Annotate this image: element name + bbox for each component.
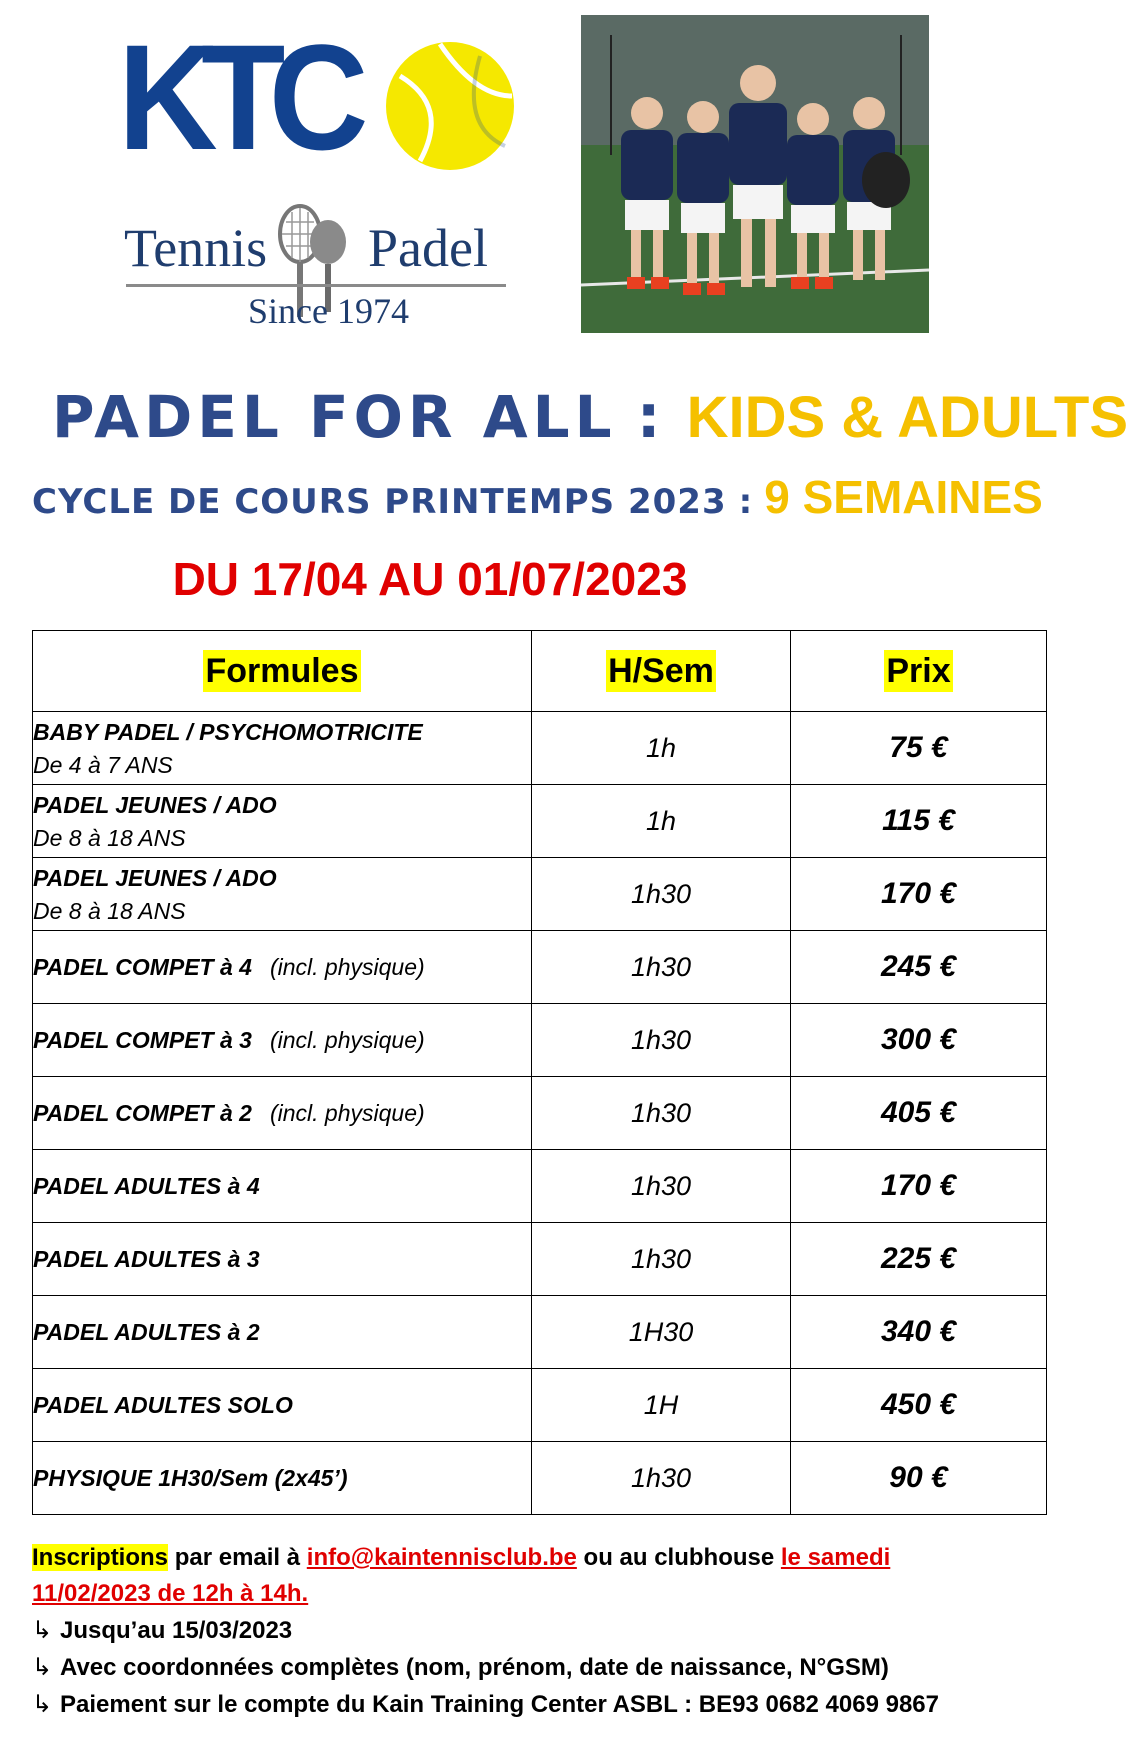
header-price — [791, 631, 1047, 712]
formula-name: PADEL COMPET à 3 — [33, 1027, 252, 1053]
subheadline-separator: : — [738, 482, 753, 522]
headline-separator: : — [636, 382, 661, 452]
ktc-logo — [118, 13, 508, 332]
price-cell: 245 € — [791, 931, 1047, 1004]
formula-name: PADEL COMPET à 4 — [33, 954, 252, 980]
price-cell: 340 € — [791, 1296, 1047, 1369]
hours-cell: 1H30 — [532, 1296, 791, 1369]
session-date-part2: 11/02/2023 de 12h à 14h. — [32, 1580, 309, 1607]
formula-cell — [33, 785, 532, 858]
formula-cell — [33, 1442, 532, 1515]
team-photo — [581, 15, 929, 333]
table-row — [33, 785, 1047, 858]
formula-name: PHYSIQUE 1H30/Sem (2x45’) — [33, 1465, 348, 1491]
hours-cell: 1h30 — [532, 858, 791, 931]
arrow-icon: ↳ — [32, 1691, 53, 1718]
registration-info — [32, 1540, 1062, 1723]
by-email-text: par email à — [168, 1544, 307, 1571]
email-link[interactable]: info@kaintennisclub.be — [306, 1544, 577, 1571]
hours-cell: 1h30 — [532, 1004, 791, 1077]
formula-name-line — [33, 1023, 531, 1057]
date-range-text: DU 17/04 AU 01/07/2023 — [172, 553, 688, 605]
header-formules-label: Formules — [205, 651, 359, 690]
formula-cell — [33, 1150, 532, 1223]
price-cell: 90 € — [791, 1442, 1047, 1515]
price-cell: 170 € — [791, 858, 1047, 931]
hours-cell: 1h30 — [532, 1077, 791, 1150]
registration-line — [32, 1540, 1062, 1612]
bullet-item — [32, 1612, 1062, 1649]
formula-cell — [33, 1369, 532, 1442]
formula-name: PADEL ADULTES à 2 — [33, 1319, 260, 1345]
subheadline-cycle: CYCLE DE COURS PRINTEMPS 2023 — [32, 482, 727, 522]
hours-cell: 1h30 — [532, 1150, 791, 1223]
session-date-part1: le samedi — [780, 1544, 891, 1571]
formula-cell — [33, 858, 532, 931]
headline — [52, 382, 1128, 452]
hours-cell: 1H — [532, 1369, 791, 1442]
price-cell: 450 € — [791, 1369, 1047, 1442]
table-row — [33, 1223, 1047, 1296]
table-header-row — [33, 631, 1047, 712]
hours-cell: 1h — [532, 785, 791, 858]
tennis-ball-icon — [380, 36, 520, 176]
table-row — [33, 1296, 1047, 1369]
formula-name-line — [33, 950, 531, 984]
price-cell: 300 € — [791, 1004, 1047, 1077]
formula-cell — [33, 1223, 532, 1296]
date-range — [0, 552, 1078, 606]
table-row — [33, 931, 1047, 1004]
formula-note: (incl. physique) — [269, 954, 425, 980]
bullet-text: Paiement sur le compte du Kain Training Center ASBL : BE93 0682 4069 9867 — [60, 1691, 939, 1718]
formula-name: PADEL JEUNES / ADO — [33, 792, 277, 818]
formula-cell — [33, 712, 532, 785]
header-hours — [532, 631, 791, 712]
table-row — [33, 858, 1047, 931]
price-table — [32, 630, 1047, 1515]
bullet-text: Avec coordonnées complètes (nom, prénom, date de naissance, N°GSM) — [60, 1654, 889, 1681]
formula-name: PADEL ADULTES à 4 — [33, 1173, 260, 1199]
hours-cell: 1h30 — [532, 1442, 791, 1515]
subheadline — [32, 470, 1072, 524]
bullet-item — [32, 1649, 1062, 1686]
formula-name: BABY PADEL / PSYCHOMOTRICITE — [33, 719, 423, 745]
subheadline-weeks: 9 SEMAINES — [764, 471, 1043, 523]
header-formules — [33, 631, 532, 712]
headline-padel-for-all: PADEL FOR ALL — [52, 383, 617, 451]
formula-name-line — [33, 1096, 531, 1130]
logo-tennis-word: Tennis — [124, 218, 268, 278]
formula-age: De 8 à 18 ANS — [33, 898, 186, 924]
bullet-item — [32, 1686, 1062, 1723]
formula-name: PADEL ADULTES à 3 — [33, 1246, 260, 1272]
logo-since-text: Since 1974 — [248, 291, 409, 331]
table-row — [33, 1150, 1047, 1223]
formula-cell — [33, 1004, 532, 1077]
formula-cell — [33, 1296, 532, 1369]
header-hours-label: H/Sem — [608, 651, 714, 690]
hours-cell: 1h — [532, 712, 791, 785]
logo-padel-word: Padel — [368, 218, 488, 278]
logo-divider — [126, 284, 506, 287]
team-photo-icon — [581, 15, 929, 333]
headline-kids-adults: KIDS & ADULTS — [686, 385, 1128, 450]
header-price-label: Prix — [886, 651, 951, 690]
formula-age: De 4 à 7 ANS — [33, 752, 173, 778]
price-cell: 405 € — [791, 1077, 1047, 1150]
price-cell: 75 € — [791, 712, 1047, 785]
inscriptions-label: Inscriptions — [32, 1544, 169, 1571]
table-row — [33, 1004, 1047, 1077]
table-row — [33, 1077, 1047, 1150]
formula-note: (incl. physique) — [269, 1027, 425, 1053]
price-cell: 115 € — [791, 785, 1047, 858]
formula-cell — [33, 931, 532, 1004]
price-cell: 170 € — [791, 1150, 1047, 1223]
formula-cell — [33, 1077, 532, 1150]
hours-cell: 1h30 — [532, 931, 791, 1004]
formula-name: PADEL ADULTES SOLO — [33, 1392, 293, 1418]
formula-age: De 8 à 18 ANS — [33, 825, 186, 851]
table-row — [33, 1442, 1047, 1515]
price-cell: 225 € — [791, 1223, 1047, 1296]
logo-brand-text: KTC — [118, 13, 352, 181]
arrow-icon: ↳ — [32, 1617, 53, 1644]
hours-cell: 1h30 — [532, 1223, 791, 1296]
formula-note: (incl. physique) — [269, 1100, 425, 1126]
clubhouse-text: ou au clubhouse — [576, 1544, 781, 1571]
arrow-icon: ↳ — [32, 1654, 53, 1681]
formula-name: PADEL JEUNES / ADO — [33, 865, 277, 891]
bullet-text: Jusqu’au 15/03/2023 — [60, 1617, 293, 1644]
table-row — [33, 712, 1047, 785]
formula-name: PADEL COMPET à 2 — [33, 1100, 252, 1126]
table-row — [33, 1369, 1047, 1442]
